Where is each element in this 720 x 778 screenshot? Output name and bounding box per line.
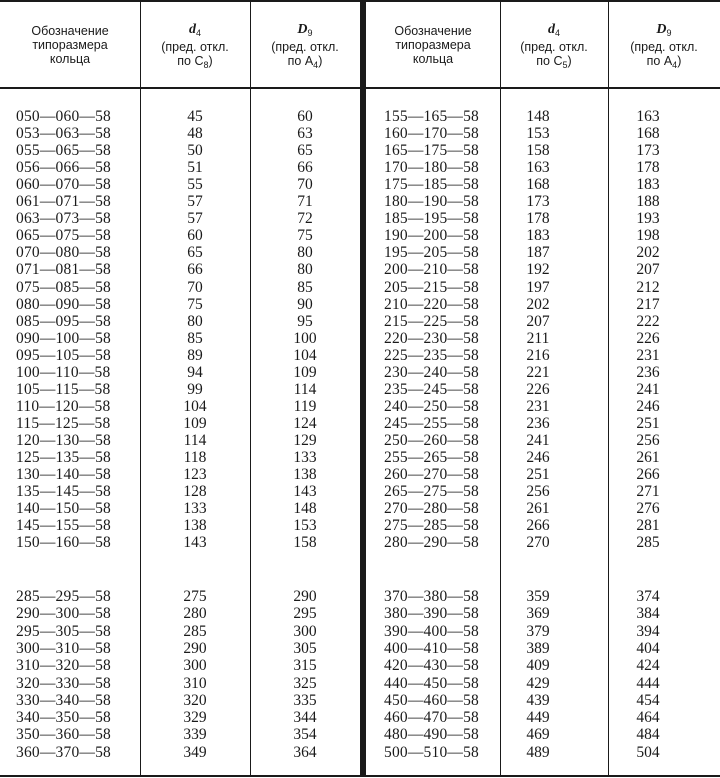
ring-designation: 380—390—58 — [384, 605, 479, 623]
D9-value: 114 — [293, 380, 317, 398]
ring-designation: 061—071—58 — [16, 193, 111, 211]
ring-designation: 275—285—58 — [384, 517, 479, 535]
D9-value: 65 — [297, 142, 313, 160]
header-text: ) — [677, 54, 682, 68]
table-row — [0, 605, 720, 622]
d4-value: 236 — [526, 414, 550, 432]
D9-value: 384 — [636, 605, 660, 623]
header-sub: 5 — [562, 60, 568, 70]
d4-value: 109 — [183, 414, 207, 432]
table-row — [0, 108, 720, 125]
d4-value: 153 — [526, 125, 550, 143]
D9-value: 71 — [297, 193, 313, 211]
ring-designation: 295—305—58 — [16, 622, 111, 640]
D9-value: 271 — [636, 483, 660, 501]
header-sub: 4 — [313, 60, 319, 70]
table-row — [0, 193, 720, 210]
header-D9-right — [608, 22, 720, 102]
d4-value: 280 — [183, 605, 207, 623]
d4-value: 143 — [183, 534, 207, 552]
header-text: (пред. откл. — [161, 40, 229, 54]
header-text: (пред. откл. — [630, 40, 698, 54]
d4-value: 469 — [526, 726, 550, 744]
header-text: ) — [567, 54, 572, 68]
ring-designation: 090—100—58 — [16, 329, 111, 347]
ring-designation: 185—195—58 — [384, 210, 479, 228]
D9-value: 198 — [636, 227, 660, 245]
D9-value: 173 — [636, 142, 660, 160]
table-row — [0, 640, 720, 657]
D9-value: 261 — [636, 449, 660, 466]
header-D9-left — [250, 22, 360, 102]
header-designation-right — [366, 24, 500, 104]
d4-value: 51 — [187, 159, 203, 177]
ring-designation: 400—410—58 — [384, 639, 479, 657]
D9-value: 212 — [636, 278, 660, 296]
d4-value: 192 — [526, 261, 550, 279]
d4-value: 60 — [187, 227, 203, 245]
D9-value: 188 — [636, 193, 660, 211]
ring-designation: 390—400—58 — [384, 622, 479, 640]
d4-value: 275 — [183, 588, 207, 605]
ring-designation: 065—075—58 — [16, 227, 111, 245]
table-row — [0, 261, 720, 278]
d4-value: 85 — [187, 329, 203, 347]
D9-value: 178 — [636, 159, 660, 177]
ring-designation: 310—320—58 — [16, 657, 111, 675]
ring-designation: 165—175—58 — [384, 142, 479, 160]
ring-designation: 480—490—58 — [384, 726, 479, 744]
header-text: по C — [177, 54, 204, 68]
d4-value: 349 — [183, 743, 207, 761]
header-text: Обозначение — [394, 24, 472, 38]
table-row — [0, 381, 720, 398]
d4-value: 389 — [526, 639, 550, 657]
d4-value: 66 — [187, 261, 203, 279]
d4-value: 359 — [526, 588, 550, 605]
ring-designation: 240—250—58 — [384, 397, 479, 415]
D9-value: 354 — [293, 726, 317, 744]
table-row — [0, 364, 720, 381]
ring-designation: 270—280—58 — [384, 500, 479, 518]
header-sub: 8 — [203, 60, 209, 70]
d4-value: 178 — [526, 210, 550, 228]
header-d4-left — [140, 22, 250, 102]
table-row — [0, 623, 720, 640]
D9-value: 75 — [297, 227, 313, 245]
D9-value: 231 — [636, 346, 660, 364]
ring-designation: 350—360—58 — [16, 726, 111, 744]
ring-designation: 225—235—58 — [384, 346, 479, 364]
D9-value: 276 — [636, 500, 660, 518]
table-row — [0, 744, 720, 761]
table-row — [0, 279, 720, 296]
header-symbol-sub: 4 — [195, 28, 201, 38]
ring-designation: 180—190—58 — [384, 193, 479, 211]
header-symbol: d — [188, 22, 196, 37]
D9-value: 504 — [636, 743, 660, 761]
header-text: ) — [208, 54, 213, 68]
D9-value: 266 — [636, 466, 660, 484]
d4-value: 439 — [526, 691, 550, 709]
d4-value: 251 — [526, 466, 550, 484]
D9-value: 63 — [297, 125, 313, 143]
table-row — [0, 500, 720, 517]
D9-value: 464 — [636, 709, 660, 727]
ring-designation: 125—135—58 — [16, 449, 111, 466]
d4-value: 65 — [187, 244, 203, 262]
d4-value: 261 — [526, 500, 550, 518]
ring-designation: 260—270—58 — [384, 466, 479, 484]
d4-value: 138 — [183, 517, 207, 535]
header-text: типоразмера — [395, 38, 471, 52]
ring-designation: 190—200—58 — [384, 227, 479, 245]
D9-value: 335 — [293, 691, 317, 709]
d4-value: 99 — [187, 380, 203, 398]
ring-designation: 120—130—58 — [16, 431, 111, 449]
ring-designation: 300—310—58 — [16, 639, 111, 657]
ring-designation: 085—095—58 — [16, 312, 111, 330]
table-row — [0, 227, 720, 244]
header-text: по A — [287, 54, 314, 68]
D9-value: 374 — [636, 588, 660, 605]
ring-designation: 145—155—58 — [16, 517, 111, 535]
D9-value: 305 — [293, 639, 317, 657]
ring-designation: 360—370—58 — [16, 743, 111, 761]
D9-value: 484 — [636, 726, 660, 744]
D9-value: 168 — [636, 125, 660, 143]
table-row — [0, 313, 720, 330]
d4-value: 290 — [183, 639, 207, 657]
D9-value: 163 — [636, 108, 660, 125]
d4-value: 241 — [526, 431, 550, 449]
D9-value: 100 — [293, 329, 317, 347]
D9-value: 251 — [636, 414, 660, 432]
d4-value: 75 — [187, 295, 203, 313]
D9-value: 424 — [636, 657, 660, 675]
D9-value: 143 — [293, 483, 317, 501]
ring-designation: 265—275—58 — [384, 483, 479, 501]
header-text: ) — [318, 54, 323, 68]
D9-value: 80 — [297, 244, 313, 262]
d4-value: 329 — [183, 709, 207, 727]
d4-value: 123 — [183, 466, 207, 484]
ring-designation: 135—145—58 — [16, 483, 111, 501]
D9-value: 80 — [297, 261, 313, 279]
d4-value: 429 — [526, 674, 550, 692]
D9-value: 246 — [636, 397, 660, 415]
table-row — [0, 534, 720, 551]
d4-value: 48 — [187, 125, 203, 143]
ring-designation: 200—210—58 — [384, 261, 479, 279]
d4-value: 211 — [526, 329, 550, 347]
ring-designation: 330—340—58 — [16, 691, 111, 709]
D9-value: 454 — [636, 691, 660, 709]
ring-designation: 285—295—58 — [16, 588, 111, 605]
d4-value: 256 — [526, 483, 550, 501]
header-symbol: D — [297, 22, 308, 37]
d4-value: 285 — [183, 622, 207, 640]
d4-value: 379 — [526, 622, 550, 640]
d4-value: 231 — [526, 397, 550, 415]
d4-value: 339 — [183, 726, 207, 744]
D9-value: 133 — [293, 449, 317, 466]
d4-value: 173 — [526, 193, 550, 211]
d4-value: 70 — [187, 278, 203, 296]
d4-value: 183 — [526, 227, 550, 245]
header-text: кольца — [412, 52, 454, 66]
header-text: Обозначение — [31, 24, 109, 38]
ring-designation: 056—066—58 — [16, 159, 111, 177]
ring-designation: 195—205—58 — [384, 244, 479, 262]
D9-value: 85 — [297, 278, 313, 296]
ring-designation: 230—240—58 — [384, 363, 479, 381]
ring-designation: 060—070—58 — [16, 176, 111, 194]
ring-designation: 450—460—58 — [384, 691, 479, 709]
D9-value: 124 — [293, 414, 317, 432]
ring-designation: 130—140—58 — [16, 466, 111, 484]
d4-value: 94 — [187, 363, 203, 381]
ring-designation: 160—170—58 — [384, 125, 479, 143]
D9-value: 394 — [636, 622, 660, 640]
d4-value: 55 — [187, 176, 203, 194]
d4-value: 266 — [526, 517, 550, 535]
d4-value: 128 — [183, 483, 207, 501]
d4-value: 163 — [526, 159, 550, 177]
ring-designation: 205—215—58 — [384, 278, 479, 296]
header-text: по A — [646, 54, 673, 68]
table-row — [0, 726, 720, 743]
D9-value: 90 — [297, 295, 313, 313]
ring-designation: 280—290—58 — [384, 534, 479, 552]
ring-designation: 063—073—58 — [16, 210, 111, 228]
ring-designation: 080—090—58 — [16, 295, 111, 313]
header-symbol: D — [656, 22, 667, 37]
d4-value: 158 — [526, 142, 550, 160]
D9-value: 226 — [636, 329, 660, 347]
d4-value: 133 — [183, 500, 207, 518]
d4-value: 89 — [187, 346, 203, 364]
table-row — [0, 449, 720, 466]
d4-value: 57 — [187, 210, 203, 228]
ring-designation: 175—185—58 — [384, 176, 479, 194]
table-row — [0, 330, 720, 347]
D9-value: 444 — [636, 674, 660, 692]
header-symbol-sub: 9 — [666, 28, 672, 38]
ring-designation: 320—330—58 — [16, 674, 111, 692]
header-sub: 4 — [672, 60, 678, 70]
d4-value: 57 — [187, 193, 203, 211]
D9-value: 222 — [636, 312, 660, 330]
d4-value: 489 — [526, 743, 550, 761]
table-row — [0, 466, 720, 483]
ring-designation: 500—510—58 — [384, 743, 479, 761]
D9-value: 404 — [636, 639, 660, 657]
D9-value: 202 — [636, 244, 660, 262]
table-row — [0, 588, 720, 605]
D9-value: 104 — [293, 346, 317, 364]
table-row — [0, 210, 720, 227]
ring-designation: 245—255—58 — [384, 414, 479, 432]
table-row — [0, 142, 720, 159]
ring-designation: 071—081—58 — [16, 261, 111, 279]
D9-value: 344 — [293, 709, 317, 727]
ring-designation: 115—125—58 — [16, 414, 111, 432]
ring-designation: 170—180—58 — [384, 159, 479, 177]
table-row — [0, 415, 720, 432]
d4-value: 80 — [187, 312, 203, 330]
table-row — [0, 398, 720, 415]
table-row — [0, 244, 720, 261]
ring-designation: 053—063—58 — [16, 125, 111, 143]
d4-value: 148 — [526, 108, 550, 125]
d4-value: 207 — [526, 312, 550, 330]
d4-value: 300 — [183, 657, 207, 675]
d4-value: 114 — [183, 431, 207, 449]
d4-value: 246 — [526, 449, 550, 466]
table-row — [0, 125, 720, 142]
table-row — [0, 432, 720, 449]
header-text: типоразмера — [32, 38, 108, 52]
d4-value: 409 — [526, 657, 550, 675]
ring-designation: 110—120—58 — [16, 397, 111, 415]
D9-value: 109 — [293, 363, 317, 381]
D9-value: 217 — [636, 295, 660, 313]
d4-value: 221 — [526, 363, 550, 381]
d4-value: 369 — [526, 605, 550, 623]
table-row — [0, 675, 720, 692]
D9-value: 60 — [297, 108, 313, 125]
ring-designation: 095—105—58 — [16, 346, 111, 364]
table-row — [0, 709, 720, 726]
D9-value: 295 — [293, 605, 317, 623]
D9-value: 256 — [636, 431, 660, 449]
D9-value: 290 — [293, 588, 317, 605]
D9-value: 285 — [636, 534, 660, 552]
header-symbol-sub: 9 — [307, 28, 313, 38]
ring-designation: 215—225—58 — [384, 312, 479, 330]
D9-value: 315 — [293, 657, 317, 675]
D9-value: 300 — [293, 622, 317, 640]
table-row — [0, 517, 720, 534]
table-row — [0, 657, 720, 674]
d4-value: 118 — [183, 449, 207, 466]
ring-designation: 290—300—58 — [16, 605, 111, 623]
ring-designation: 100—110—58 — [16, 363, 111, 381]
d4-value: 320 — [183, 691, 207, 709]
header-symbol: d — [547, 22, 555, 37]
ring-designation: 070—080—58 — [16, 244, 111, 262]
header-text: (пред. откл. — [520, 40, 588, 54]
d4-value: 187 — [526, 244, 550, 262]
D9-value: 325 — [293, 674, 317, 692]
header-designation-left — [0, 24, 140, 104]
D9-value: 72 — [297, 210, 313, 228]
table-row — [0, 483, 720, 500]
ring-designation: 255—265—58 — [384, 449, 479, 466]
d4-value: 449 — [526, 709, 550, 727]
D9-value: 66 — [297, 159, 313, 177]
header-d4-right — [500, 22, 608, 102]
D9-value: 148 — [293, 500, 317, 518]
ring-designation: 150—160—58 — [16, 534, 111, 552]
table-row — [0, 159, 720, 176]
D9-value: 183 — [636, 176, 660, 194]
ring-designation: 055—065—58 — [16, 142, 111, 160]
header-text: (пред. откл. — [271, 40, 339, 54]
ring-designation: 235—245—58 — [384, 380, 479, 398]
table-row — [0, 347, 720, 364]
ring-designation: 220—230—58 — [384, 329, 479, 347]
ring-designation: 460—470—58 — [384, 709, 479, 727]
D9-value: 70 — [297, 176, 313, 194]
header-symbol-sub: 4 — [554, 28, 560, 38]
d4-value: 104 — [183, 397, 207, 415]
D9-value: 236 — [636, 363, 660, 381]
ring-designation: 420—430—58 — [384, 657, 479, 675]
ring-designation: 340—350—58 — [16, 709, 111, 727]
D9-value: 207 — [636, 261, 660, 279]
D9-value: 95 — [297, 312, 313, 330]
d4-value: 45 — [187, 108, 203, 125]
d4-value: 50 — [187, 142, 203, 160]
d4-value: 310 — [183, 674, 207, 692]
D9-value: 119 — [293, 397, 317, 415]
header-text: кольца — [49, 52, 91, 66]
D9-value: 158 — [293, 534, 317, 552]
D9-value: 153 — [293, 517, 317, 535]
d4-value: 270 — [526, 534, 550, 552]
ring-designation: 140—150—58 — [16, 500, 111, 518]
d4-value: 216 — [526, 346, 550, 364]
ring-designation: 050—060—58 — [16, 108, 111, 125]
ring-designation: 155—165—58 — [384, 108, 479, 125]
D9-value: 138 — [293, 466, 317, 484]
ring-designation: 075—085—58 — [16, 278, 111, 296]
ring-designation: 105—115—58 — [16, 380, 111, 398]
table-row — [0, 176, 720, 193]
table-row — [0, 296, 720, 313]
ring-designation: 370—380—58 — [384, 588, 479, 605]
d4-value: 202 — [526, 295, 550, 313]
D9-value: 241 — [636, 380, 660, 398]
ring-designation: 250—260—58 — [384, 431, 479, 449]
table-row — [0, 692, 720, 709]
ring-designation: 210—220—58 — [384, 295, 479, 313]
D9-value: 193 — [636, 210, 660, 228]
header-text: по C — [536, 54, 563, 68]
D9-value: 364 — [293, 743, 317, 761]
d4-value: 226 — [526, 380, 550, 398]
D9-value: 129 — [293, 431, 317, 449]
D9-value: 281 — [636, 517, 660, 535]
ring-designation: 440—450—58 — [384, 674, 479, 692]
d4-value: 168 — [526, 176, 550, 194]
d4-value: 197 — [526, 278, 550, 296]
